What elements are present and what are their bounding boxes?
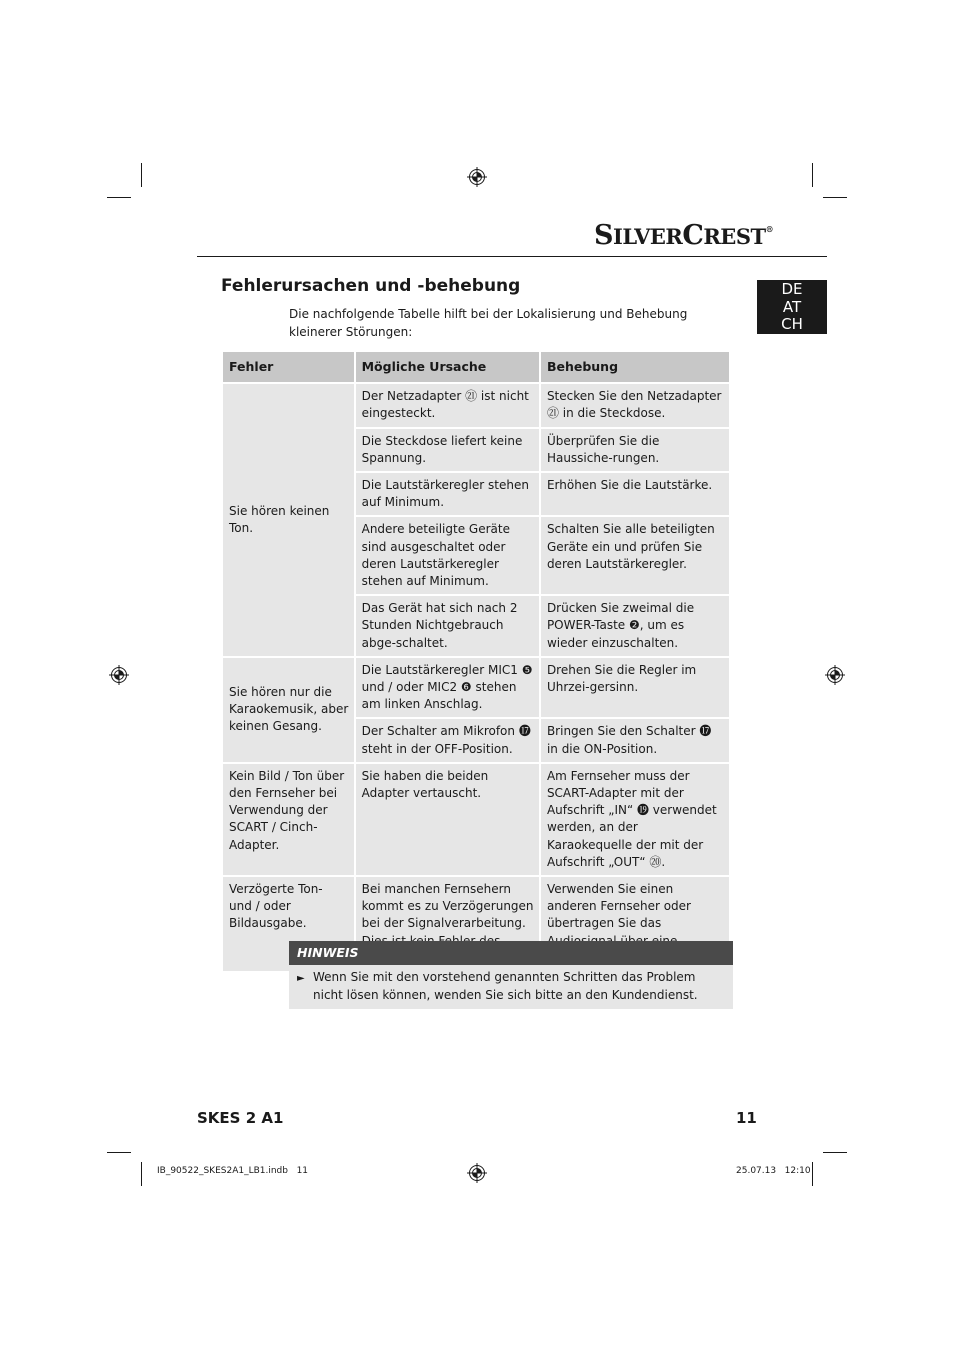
- ursache-cell: Die Steckdose liefert keine Spannung.: [355, 428, 540, 472]
- crop-mark: [107, 1152, 131, 1153]
- column-header: Fehler: [222, 351, 355, 383]
- intro-text: Die nachfolgende Tabelle hilft bei der Lokalisierung und Behebung kleinerer Störungen:: [289, 307, 688, 339]
- ursache-cell: Die Lautstärkeregler MIC1 ❺ und / oder MIC2 ❻ stehen am linken Anschlag.: [355, 657, 540, 719]
- crop-mark: [823, 197, 847, 198]
- section-heading: Fehlerursachen und -behebung: [221, 276, 521, 296]
- page-number: 11: [736, 1109, 757, 1127]
- crop-mark: [141, 163, 142, 187]
- behebung-cell: Drehen Sie die Regler im Uhrzei-gersinn.: [540, 657, 730, 719]
- behebung-cell: Erhöhen Sie die Lautstärke.: [540, 472, 730, 516]
- table-row: [222, 763, 730, 876]
- slug-filename: IB_90522_SKES2A1_LB1.indb 11: [157, 1166, 309, 1176]
- ursache-cell: Sie haben die beiden Adapter vertauscht.: [355, 763, 540, 876]
- crop-mark: [823, 1152, 847, 1153]
- table-row: [222, 657, 730, 719]
- behebung-cell: Stecken Sie den Netzadapter ㉑ in die Steckdose.: [540, 383, 730, 427]
- ursache-cell: Der Netzadapter ㉑ ist nicht eingesteckt.: [355, 383, 540, 427]
- crop-mark: [812, 1162, 813, 1186]
- brand-logo: SILVERCREST®: [594, 220, 774, 251]
- registration-mark-icon: [467, 167, 487, 187]
- behebung-cell: Am Fernseher muss der SCART-Adapter mit der Aufschrift „IN“ ⓳ verwendet werden, an der Karaokequelle der mit der Aufschrift „OUT“ ⑳.: [540, 763, 730, 876]
- table-header-row: [222, 351, 730, 383]
- ursache-cell: Die Lautstärkeregler stehen auf Minimum.: [355, 472, 540, 516]
- behebung-cell: Drücken Sie zweimal die POWER-Taste ❷, um es wieder einzuschalten.: [540, 595, 730, 657]
- language-tab: [757, 280, 827, 334]
- behebung-cell: Schalten Sie alle beteiligten Geräte ein und prüfen Sie deren Lautstärkeregler.: [540, 516, 730, 595]
- language-code: AT: [782, 297, 802, 316]
- fehler-cell: Kein Bild / Ton über den Fernseher bei Verwendung der SCART / Cinch-Adapter.: [222, 763, 355, 876]
- ursache-cell: Andere beteiligte Geräte sind ausgeschaltet oder deren Lautstärkeregler stehen auf Minimum.: [355, 516, 540, 595]
- fehler-cell: Verzögerte Ton- und / oder Bildausgabe.: [222, 876, 355, 972]
- note-title: HINWEIS: [289, 941, 733, 965]
- registration-mark-icon: [109, 665, 129, 685]
- footer-model: SKES 2 A1: [197, 1109, 284, 1127]
- table-row: [222, 383, 730, 427]
- header-rule: [197, 256, 827, 257]
- fehler-cell: Sie hören nur die Karaokemusik, aber keinen Gesang.: [222, 657, 355, 763]
- behebung-cell: Überprüfen Sie die Haussiche-rungen.: [540, 428, 730, 472]
- note-text: Wenn Sie mit den vorstehend genannten Schritten das Problem nicht lösen können, wenden Sie sich bitte an den Kundendienst.: [313, 970, 698, 1002]
- note-box: [289, 941, 733, 1009]
- registration-mark-icon: [825, 665, 845, 685]
- crop-mark: [812, 163, 813, 187]
- bullet-arrow-icon: ►: [297, 973, 305, 984]
- language-code: DE: [781, 280, 803, 298]
- language-code: CH: [781, 315, 803, 333]
- slug-date: 25.07.13 12:10: [736, 1166, 811, 1176]
- ursache-cell: Bei manchen Fernsehern kommt es zu Verzögerungen bei der Signalverarbeitung.: [355, 876, 540, 972]
- troubleshooting-table: [221, 350, 731, 973]
- registration-mark-icon: [467, 1163, 487, 1183]
- crop-mark: [141, 1162, 142, 1186]
- column-header: Mögliche Ursache: [355, 351, 540, 383]
- behebung-cell: Verwenden Sie einen anderen Fernseher oder übertragen Sie das: [540, 876, 730, 972]
- note-body: [289, 965, 733, 1009]
- behebung-cell: Bringen Sie den Schalter ⓱ in die ON-Position.: [540, 718, 730, 762]
- column-header: Behebung: [540, 351, 730, 383]
- crop-mark: [107, 197, 131, 198]
- ursache-cell: Das Gerät hat sich nach 2 Stunden Nichtgebrauch abge-schaltet.: [355, 595, 540, 657]
- ursache-cell: Der Schalter am Mikrofon ⓱ steht in der OFF-Position.: [355, 718, 540, 762]
- fehler-cell: Sie hören keinen Ton.: [222, 383, 355, 657]
